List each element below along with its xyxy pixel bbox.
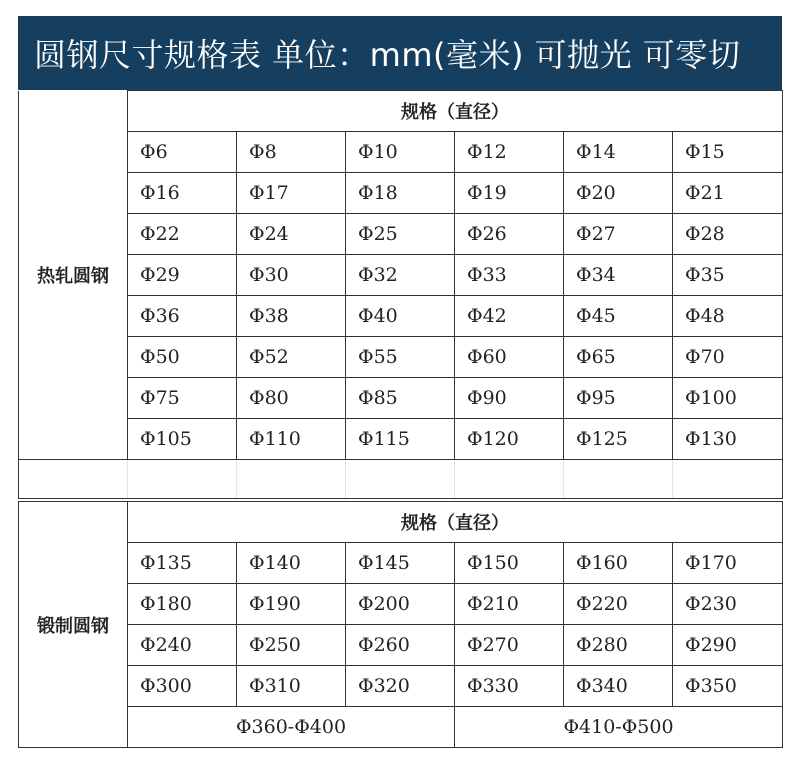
- category-label-forged: 锻制圆钢: [19, 502, 128, 748]
- spec-cell: Φ190: [237, 584, 346, 625]
- spec-cell: Φ330: [455, 666, 564, 707]
- spec-cell: Φ52: [237, 337, 346, 378]
- spec-cell: Φ45: [564, 296, 673, 337]
- table-row: [19, 707, 783, 748]
- spec-cell: Φ50: [128, 337, 237, 378]
- spec-cell: Φ36: [128, 296, 237, 337]
- spec-cell: Φ140: [237, 543, 346, 584]
- spacer-cell: [237, 460, 346, 499]
- spec-range-cell: Φ360-Φ400: [128, 707, 455, 748]
- spec-range-cell: Φ410-Φ500: [455, 707, 783, 748]
- spec-cell: Φ40: [346, 296, 455, 337]
- spec-cell: Φ22: [128, 214, 237, 255]
- spec-cell: Φ65: [564, 337, 673, 378]
- spec-cell: Φ290: [673, 625, 783, 666]
- spec-cell: Φ12: [455, 132, 564, 173]
- spec-cell: Φ350: [673, 666, 783, 707]
- spec-cell: Φ15: [673, 132, 783, 173]
- spec-cell: Φ150: [455, 543, 564, 584]
- table-row: [19, 214, 783, 255]
- spec-cell: Φ18: [346, 173, 455, 214]
- spec-cell: Φ180: [128, 584, 237, 625]
- spec-header: 规格（直径）: [128, 91, 783, 132]
- table-row: [19, 378, 783, 419]
- spec-cell: Φ8: [237, 132, 346, 173]
- spec-cell: Φ6: [128, 132, 237, 173]
- spec-cell: Φ210: [455, 584, 564, 625]
- spec-cell: Φ145: [346, 543, 455, 584]
- spec-cell: Φ200: [346, 584, 455, 625]
- spec-cell: Φ135: [128, 543, 237, 584]
- spec-cell: Φ270: [455, 625, 564, 666]
- spec-cell: Φ70: [673, 337, 783, 378]
- spec-cell: Φ24: [237, 214, 346, 255]
- spec-cell: Φ90: [455, 378, 564, 419]
- spec-cell: Φ16: [128, 173, 237, 214]
- spec-cell: Φ110: [237, 419, 346, 460]
- spec-cell: Φ250: [237, 625, 346, 666]
- spec-cell: Φ14: [564, 132, 673, 173]
- table-row: [19, 625, 783, 666]
- spec-header: 规格（直径）: [128, 502, 783, 543]
- spec-cell: Φ26: [455, 214, 564, 255]
- spec-cell: Φ29: [128, 255, 237, 296]
- spec-cell: Φ38: [237, 296, 346, 337]
- spec-cell: Φ80: [237, 378, 346, 419]
- spec-cell: Φ10: [346, 132, 455, 173]
- hot-rolled-spec-table: [18, 90, 783, 499]
- spec-cell: Φ85: [346, 378, 455, 419]
- spec-cell: Φ42: [455, 296, 564, 337]
- category-label-hot-rolled: 热轧圆钢: [19, 91, 128, 460]
- spec-cell: Φ55: [346, 337, 455, 378]
- spec-cell: Φ32: [346, 255, 455, 296]
- spec-cell: Φ310: [237, 666, 346, 707]
- spec-cell: Φ21: [673, 173, 783, 214]
- spec-cell: Φ75: [128, 378, 237, 419]
- table-row: [19, 255, 783, 296]
- spec-cell: Φ170: [673, 543, 783, 584]
- table-row: [19, 296, 783, 337]
- spec-cell: Φ160: [564, 543, 673, 584]
- spacer-cell: [346, 460, 455, 499]
- spec-cell: Φ100: [673, 378, 783, 419]
- table-row: [19, 666, 783, 707]
- table-row: [19, 584, 783, 625]
- table-row: [19, 132, 783, 173]
- spec-cell: Φ300: [128, 666, 237, 707]
- spec-cell: Φ48: [673, 296, 783, 337]
- spec-cell: Φ25: [346, 214, 455, 255]
- spec-cell: Φ60: [455, 337, 564, 378]
- spec-cell: Φ260: [346, 625, 455, 666]
- table-row: [19, 543, 783, 584]
- spec-cell: Φ230: [673, 584, 783, 625]
- spec-cell: Φ34: [564, 255, 673, 296]
- spec-cell: Φ125: [564, 419, 673, 460]
- spacer-cell: [128, 460, 237, 499]
- spec-cell: Φ280: [564, 625, 673, 666]
- spec-cell: Φ130: [673, 419, 783, 460]
- spec-cell: Φ95: [564, 378, 673, 419]
- page-title: 圆钢尺寸规格表 单位：mm(毫米) 可抛光 可零切: [34, 36, 741, 74]
- spacer-cell: [455, 460, 564, 499]
- spacer-cell: [19, 460, 128, 499]
- page-title-banner: [18, 16, 782, 90]
- spec-cell: Φ115: [346, 419, 455, 460]
- spacer-cell: [673, 460, 783, 499]
- table-row: [19, 419, 783, 460]
- spec-cell: Φ33: [455, 255, 564, 296]
- spec-cell: Φ17: [237, 173, 346, 214]
- spec-cell: Φ320: [346, 666, 455, 707]
- table-row: [19, 173, 783, 214]
- spec-cell: Φ120: [455, 419, 564, 460]
- spec-cell: Φ220: [564, 584, 673, 625]
- table-row: [19, 337, 783, 378]
- spec-cell: Φ105: [128, 419, 237, 460]
- spec-cell: Φ340: [564, 666, 673, 707]
- spec-cell: Φ20: [564, 173, 673, 214]
- spec-cell: Φ28: [673, 214, 783, 255]
- spec-cell: Φ19: [455, 173, 564, 214]
- forged-spec-table: [18, 501, 783, 748]
- spacer-cell: [564, 460, 673, 499]
- spec-cell: Φ27: [564, 214, 673, 255]
- spec-cell: Φ30: [237, 255, 346, 296]
- spec-cell: Φ240: [128, 625, 237, 666]
- spec-cell: Φ35: [673, 255, 783, 296]
